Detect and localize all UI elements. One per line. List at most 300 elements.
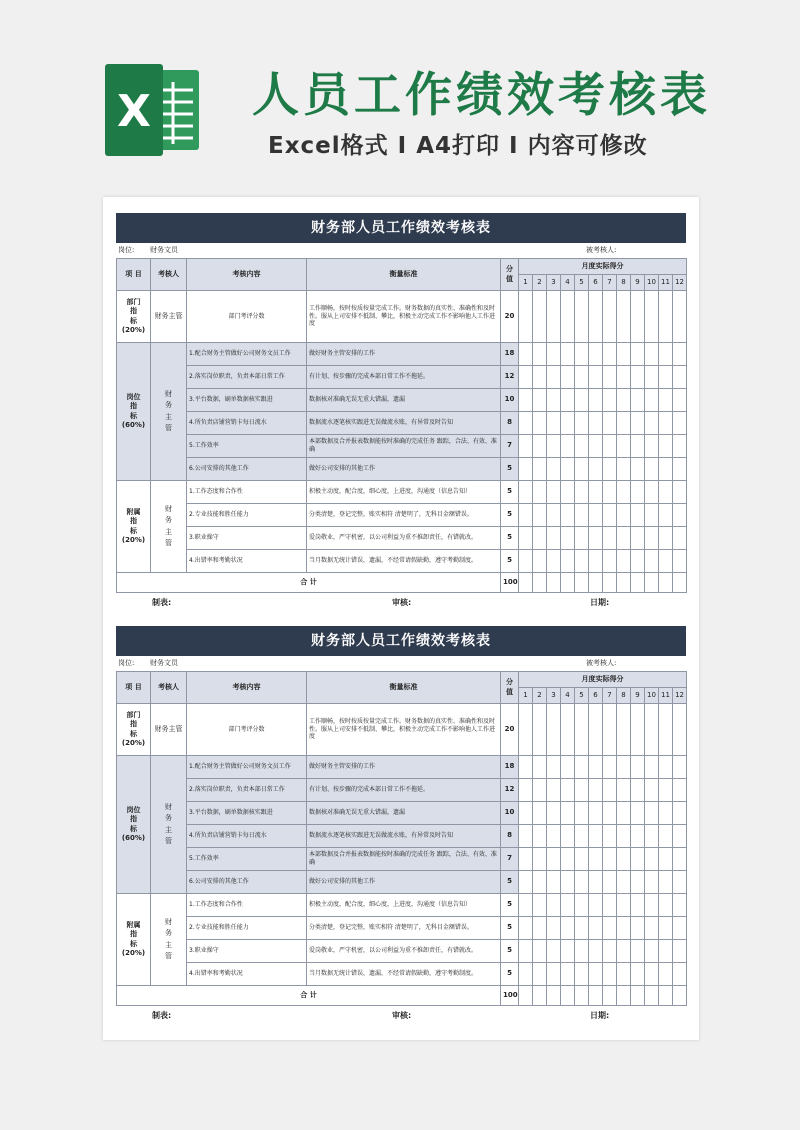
score-cell[interactable] bbox=[603, 848, 617, 871]
score-cell[interactable] bbox=[575, 550, 589, 573]
score-cell[interactable] bbox=[589, 917, 603, 940]
score-cell[interactable] bbox=[519, 963, 533, 986]
score-cell[interactable] bbox=[617, 825, 631, 848]
score-cell[interactable] bbox=[673, 412, 687, 435]
score-cell[interactable] bbox=[659, 366, 673, 389]
score-cell[interactable] bbox=[519, 458, 533, 481]
score-cell[interactable] bbox=[659, 389, 673, 412]
score-cell[interactable] bbox=[603, 779, 617, 802]
score-cell[interactable] bbox=[561, 940, 575, 963]
score-cell[interactable] bbox=[673, 940, 687, 963]
score-cell[interactable] bbox=[631, 917, 645, 940]
score-cell[interactable] bbox=[673, 366, 687, 389]
score-cell[interactable] bbox=[645, 389, 659, 412]
content-cell[interactable]: 5.工作效率 bbox=[187, 848, 307, 871]
score-cell[interactable] bbox=[603, 550, 617, 573]
score-cell[interactable] bbox=[645, 458, 659, 481]
score-cell[interactable] bbox=[603, 458, 617, 481]
score-cell[interactable] bbox=[547, 963, 561, 986]
score-cell[interactable] bbox=[533, 704, 547, 756]
score-cell[interactable] bbox=[519, 527, 533, 550]
score-cell[interactable] bbox=[673, 504, 687, 527]
score-cell[interactable] bbox=[561, 412, 575, 435]
score-cell[interactable] bbox=[603, 894, 617, 917]
score-cell[interactable] bbox=[659, 343, 673, 366]
score-cell[interactable] bbox=[533, 802, 547, 825]
standard-cell[interactable]: 爱岗敬业，严守机密，以公司利益为重不推卸责任，有错就改。 bbox=[307, 527, 501, 550]
total-cell[interactable] bbox=[617, 986, 631, 1006]
score-cell[interactable] bbox=[575, 802, 589, 825]
content-cell[interactable]: 6.公司安排的其他工作 bbox=[187, 871, 307, 894]
score-cell[interactable] bbox=[547, 527, 561, 550]
score-cell[interactable] bbox=[547, 458, 561, 481]
score-cell[interactable] bbox=[519, 389, 533, 412]
score-cell[interactable] bbox=[589, 366, 603, 389]
score-cell[interactable] bbox=[617, 704, 631, 756]
score-cell[interactable] bbox=[547, 704, 561, 756]
score-cell[interactable] bbox=[519, 481, 533, 504]
score-cell[interactable] bbox=[561, 550, 575, 573]
standard-cell[interactable]: 工作顺畅，按时按质按量完成工作。财务数据的真实性、准确性和及时性。服从上司安排不抵制、攀比，积极主动完成工作不影响他人工作进度 bbox=[307, 291, 501, 343]
score-cell[interactable] bbox=[645, 366, 659, 389]
score-cell[interactable] bbox=[561, 756, 575, 779]
score-cell[interactable] bbox=[645, 343, 659, 366]
score-cell[interactable] bbox=[645, 848, 659, 871]
score-cell[interactable] bbox=[659, 704, 673, 756]
score-cell[interactable] bbox=[575, 871, 589, 894]
score-cell[interactable] bbox=[561, 458, 575, 481]
standard-cell[interactable]: 数据核对准确无误无重大错漏，遗漏 bbox=[307, 389, 501, 412]
score-cell[interactable] bbox=[603, 366, 617, 389]
score-cell[interactable] bbox=[673, 963, 687, 986]
score-cell[interactable] bbox=[589, 412, 603, 435]
score-cell[interactable] bbox=[561, 481, 575, 504]
score-cell[interactable] bbox=[631, 940, 645, 963]
score-cell[interactable] bbox=[617, 779, 631, 802]
score-cell[interactable] bbox=[645, 871, 659, 894]
score-cell[interactable] bbox=[575, 848, 589, 871]
score-cell[interactable] bbox=[561, 963, 575, 986]
content-cell[interactable]: 3.职业操守 bbox=[187, 527, 307, 550]
score-cell[interactable] bbox=[519, 802, 533, 825]
total-cell[interactable] bbox=[631, 573, 645, 593]
score-cell[interactable] bbox=[589, 848, 603, 871]
score-cell[interactable] bbox=[645, 550, 659, 573]
score-cell[interactable] bbox=[659, 481, 673, 504]
score-cell[interactable] bbox=[603, 435, 617, 458]
total-cell[interactable] bbox=[519, 986, 533, 1006]
score-cell[interactable] bbox=[617, 458, 631, 481]
score-cell[interactable] bbox=[659, 527, 673, 550]
content-cell[interactable]: 部门考评分数 bbox=[187, 704, 307, 756]
score-cell[interactable] bbox=[589, 435, 603, 458]
content-cell[interactable]: 1.配合财务主管做好公司财务文员工作 bbox=[187, 343, 307, 366]
score-cell[interactable] bbox=[645, 527, 659, 550]
standard-cell[interactable]: 分类清楚，登记完整，账实相符 清楚明了，无科目金额错误。 bbox=[307, 504, 501, 527]
score-cell[interactable] bbox=[603, 343, 617, 366]
score-cell[interactable] bbox=[631, 504, 645, 527]
total-cell[interactable] bbox=[589, 986, 603, 1006]
score-cell[interactable] bbox=[673, 825, 687, 848]
standard-cell[interactable]: 本部数据及合并报表数据能按时准确的完成任务 跟踪，合法、有效、准确 bbox=[307, 435, 501, 458]
score-cell[interactable] bbox=[659, 894, 673, 917]
score-cell[interactable] bbox=[575, 917, 589, 940]
score-cell[interactable] bbox=[631, 412, 645, 435]
score-cell[interactable] bbox=[673, 291, 687, 343]
score-cell[interactable] bbox=[631, 779, 645, 802]
score-cell[interactable] bbox=[533, 458, 547, 481]
score-cell[interactable] bbox=[533, 435, 547, 458]
total-cell[interactable] bbox=[603, 573, 617, 593]
score-cell[interactable] bbox=[575, 389, 589, 412]
score-cell[interactable] bbox=[561, 435, 575, 458]
score-cell[interactable] bbox=[561, 779, 575, 802]
score-cell[interactable] bbox=[673, 848, 687, 871]
score-cell[interactable] bbox=[547, 412, 561, 435]
score-cell[interactable] bbox=[673, 802, 687, 825]
total-cell[interactable] bbox=[617, 573, 631, 593]
score-cell[interactable] bbox=[631, 458, 645, 481]
score-cell[interactable] bbox=[673, 756, 687, 779]
score-cell[interactable] bbox=[589, 779, 603, 802]
score-cell[interactable] bbox=[589, 756, 603, 779]
score-cell[interactable] bbox=[561, 291, 575, 343]
score-cell[interactable] bbox=[533, 779, 547, 802]
score-cell[interactable] bbox=[533, 894, 547, 917]
score-cell[interactable] bbox=[533, 291, 547, 343]
score-cell[interactable] bbox=[547, 366, 561, 389]
score-cell[interactable] bbox=[645, 481, 659, 504]
score-cell[interactable] bbox=[631, 871, 645, 894]
score-cell[interactable] bbox=[673, 917, 687, 940]
score-cell[interactable] bbox=[603, 527, 617, 550]
score-cell[interactable] bbox=[533, 940, 547, 963]
score-cell[interactable] bbox=[519, 550, 533, 573]
score-cell[interactable] bbox=[673, 871, 687, 894]
total-cell[interactable] bbox=[519, 573, 533, 593]
score-cell[interactable] bbox=[659, 848, 673, 871]
score-cell[interactable] bbox=[617, 894, 631, 917]
score-cell[interactable] bbox=[589, 704, 603, 756]
score-cell[interactable] bbox=[617, 481, 631, 504]
score-cell[interactable] bbox=[575, 527, 589, 550]
score-cell[interactable] bbox=[659, 802, 673, 825]
score-cell[interactable] bbox=[575, 291, 589, 343]
score-cell[interactable] bbox=[575, 504, 589, 527]
score-cell[interactable] bbox=[547, 291, 561, 343]
score-cell[interactable] bbox=[561, 366, 575, 389]
standard-cell[interactable]: 分类清楚，登记完整，账实相符 清楚明了，无科目金额错误。 bbox=[307, 917, 501, 940]
total-cell[interactable] bbox=[589, 573, 603, 593]
score-cell[interactable] bbox=[561, 802, 575, 825]
total-cell[interactable] bbox=[631, 986, 645, 1006]
score-cell[interactable] bbox=[631, 481, 645, 504]
score-cell[interactable] bbox=[533, 412, 547, 435]
score-cell[interactable] bbox=[659, 756, 673, 779]
total-cell[interactable] bbox=[533, 986, 547, 1006]
score-cell[interactable] bbox=[659, 458, 673, 481]
score-cell[interactable] bbox=[519, 291, 533, 343]
standard-cell[interactable]: 积极主动度，配合度，细心度，上进度，沟通度（信息告知） bbox=[307, 894, 501, 917]
score-cell[interactable] bbox=[519, 412, 533, 435]
content-cell[interactable]: 3.平台数据，刷单数据核实跟进 bbox=[187, 802, 307, 825]
score-cell[interactable] bbox=[533, 481, 547, 504]
score-cell[interactable] bbox=[589, 527, 603, 550]
content-cell[interactable]: 3.职业操守 bbox=[187, 940, 307, 963]
score-cell[interactable] bbox=[533, 871, 547, 894]
score-cell[interactable] bbox=[547, 894, 561, 917]
score-cell[interactable] bbox=[673, 550, 687, 573]
total-cell[interactable] bbox=[645, 986, 659, 1006]
score-cell[interactable] bbox=[603, 940, 617, 963]
score-cell[interactable] bbox=[631, 894, 645, 917]
standard-cell[interactable]: 爱岗敬业，严守机密，以公司利益为重不推卸责任，有错就改。 bbox=[307, 940, 501, 963]
score-cell[interactable] bbox=[645, 704, 659, 756]
score-cell[interactable] bbox=[519, 871, 533, 894]
total-cell[interactable] bbox=[673, 573, 687, 593]
score-cell[interactable] bbox=[519, 504, 533, 527]
score-cell[interactable] bbox=[631, 825, 645, 848]
score-cell[interactable] bbox=[575, 366, 589, 389]
score-cell[interactable] bbox=[603, 389, 617, 412]
score-cell[interactable] bbox=[617, 366, 631, 389]
score-cell[interactable] bbox=[603, 412, 617, 435]
score-cell[interactable] bbox=[617, 343, 631, 366]
score-cell[interactable] bbox=[603, 481, 617, 504]
score-cell[interactable] bbox=[659, 940, 673, 963]
score-cell[interactable] bbox=[589, 802, 603, 825]
content-cell[interactable]: 1.工作态度和合作性 bbox=[187, 481, 307, 504]
score-cell[interactable] bbox=[645, 779, 659, 802]
score-cell[interactable] bbox=[575, 756, 589, 779]
score-cell[interactable] bbox=[659, 963, 673, 986]
score-cell[interactable] bbox=[575, 963, 589, 986]
score-cell[interactable] bbox=[547, 825, 561, 848]
score-cell[interactable] bbox=[575, 481, 589, 504]
content-cell[interactable]: 2.落实岗位职责，负责本部日常工作 bbox=[187, 779, 307, 802]
score-cell[interactable] bbox=[561, 704, 575, 756]
score-cell[interactable] bbox=[547, 504, 561, 527]
standard-cell[interactable]: 当月数据无统计错误，遗漏，不经常请假缺勤，遵守考勤制度。 bbox=[307, 550, 501, 573]
score-cell[interactable] bbox=[673, 704, 687, 756]
total-cell[interactable] bbox=[547, 986, 561, 1006]
total-cell[interactable] bbox=[603, 986, 617, 1006]
score-cell[interactable] bbox=[631, 802, 645, 825]
score-cell[interactable] bbox=[603, 917, 617, 940]
score-cell[interactable] bbox=[673, 343, 687, 366]
score-cell[interactable] bbox=[617, 963, 631, 986]
score-cell[interactable] bbox=[519, 366, 533, 389]
score-cell[interactable] bbox=[603, 291, 617, 343]
score-cell[interactable] bbox=[533, 756, 547, 779]
score-cell[interactable] bbox=[659, 504, 673, 527]
score-cell[interactable] bbox=[547, 871, 561, 894]
score-cell[interactable] bbox=[645, 412, 659, 435]
score-cell[interactable] bbox=[519, 894, 533, 917]
score-cell[interactable] bbox=[519, 704, 533, 756]
score-cell[interactable] bbox=[645, 917, 659, 940]
score-cell[interactable] bbox=[617, 504, 631, 527]
score-cell[interactable] bbox=[659, 917, 673, 940]
score-cell[interactable] bbox=[547, 848, 561, 871]
score-cell[interactable] bbox=[547, 481, 561, 504]
score-cell[interactable] bbox=[617, 848, 631, 871]
score-cell[interactable] bbox=[575, 435, 589, 458]
score-cell[interactable] bbox=[575, 343, 589, 366]
score-cell[interactable] bbox=[575, 940, 589, 963]
total-cell[interactable] bbox=[547, 573, 561, 593]
total-cell[interactable] bbox=[645, 573, 659, 593]
standard-cell[interactable]: 本部数据及合并报表数据能按时准确的完成任务 跟踪，合法、有效、准确 bbox=[307, 848, 501, 871]
score-cell[interactable] bbox=[589, 389, 603, 412]
score-cell[interactable] bbox=[589, 481, 603, 504]
score-cell[interactable] bbox=[547, 435, 561, 458]
score-cell[interactable] bbox=[589, 871, 603, 894]
score-cell[interactable] bbox=[617, 527, 631, 550]
score-cell[interactable] bbox=[547, 802, 561, 825]
score-cell[interactable] bbox=[533, 389, 547, 412]
score-cell[interactable] bbox=[561, 917, 575, 940]
score-cell[interactable] bbox=[603, 704, 617, 756]
content-cell[interactable]: 4.所负责店铺营销卡每日流水 bbox=[187, 825, 307, 848]
score-cell[interactable] bbox=[617, 756, 631, 779]
score-cell[interactable] bbox=[673, 481, 687, 504]
score-cell[interactable] bbox=[547, 343, 561, 366]
total-cell[interactable] bbox=[659, 573, 673, 593]
score-cell[interactable] bbox=[519, 848, 533, 871]
score-cell[interactable] bbox=[659, 291, 673, 343]
score-cell[interactable] bbox=[519, 940, 533, 963]
total-cell[interactable] bbox=[575, 573, 589, 593]
content-cell[interactable]: 4.所负责店铺营销卡每日流水 bbox=[187, 412, 307, 435]
score-cell[interactable] bbox=[603, 963, 617, 986]
score-cell[interactable] bbox=[533, 504, 547, 527]
content-cell[interactable]: 2.专业技能和胜任能力 bbox=[187, 504, 307, 527]
score-cell[interactable] bbox=[533, 825, 547, 848]
score-cell[interactable] bbox=[659, 412, 673, 435]
score-cell[interactable] bbox=[617, 871, 631, 894]
score-cell[interactable] bbox=[589, 894, 603, 917]
score-cell[interactable] bbox=[631, 366, 645, 389]
content-cell[interactable]: 部门考评分数 bbox=[187, 291, 307, 343]
score-cell[interactable] bbox=[645, 756, 659, 779]
score-cell[interactable] bbox=[589, 825, 603, 848]
score-cell[interactable] bbox=[561, 504, 575, 527]
score-cell[interactable] bbox=[631, 291, 645, 343]
total-cell[interactable] bbox=[533, 573, 547, 593]
score-cell[interactable] bbox=[561, 848, 575, 871]
score-cell[interactable] bbox=[533, 963, 547, 986]
score-cell[interactable] bbox=[645, 802, 659, 825]
score-cell[interactable] bbox=[589, 550, 603, 573]
standard-cell[interactable]: 数据流水逐笔核实跟进无误做流水账，有异常及时告知 bbox=[307, 825, 501, 848]
standard-cell[interactable]: 当月数据无统计错误，遗漏，不经常请假缺勤，遵守考勤制度。 bbox=[307, 963, 501, 986]
score-cell[interactable] bbox=[519, 825, 533, 848]
content-cell[interactable]: 1.配合财务主管做好公司财务文员工作 bbox=[187, 756, 307, 779]
total-cell[interactable] bbox=[561, 573, 575, 593]
score-cell[interactable] bbox=[673, 779, 687, 802]
score-cell[interactable] bbox=[547, 917, 561, 940]
score-cell[interactable] bbox=[561, 894, 575, 917]
score-cell[interactable] bbox=[617, 940, 631, 963]
score-cell[interactable] bbox=[617, 917, 631, 940]
score-cell[interactable] bbox=[617, 435, 631, 458]
score-cell[interactable] bbox=[575, 894, 589, 917]
total-cell[interactable] bbox=[673, 986, 687, 1006]
score-cell[interactable] bbox=[631, 704, 645, 756]
standard-cell[interactable]: 数据流水逐笔核实跟进无误做流水账，有异常及时告知 bbox=[307, 412, 501, 435]
score-cell[interactable] bbox=[561, 871, 575, 894]
content-cell[interactable]: 4.出错率和考勤状况 bbox=[187, 550, 307, 573]
score-cell[interactable] bbox=[519, 343, 533, 366]
score-cell[interactable] bbox=[547, 779, 561, 802]
score-cell[interactable] bbox=[519, 917, 533, 940]
content-cell[interactable]: 1.工作态度和合作性 bbox=[187, 894, 307, 917]
score-cell[interactable] bbox=[617, 389, 631, 412]
score-cell[interactable] bbox=[673, 894, 687, 917]
score-cell[interactable] bbox=[645, 963, 659, 986]
score-cell[interactable] bbox=[603, 871, 617, 894]
score-cell[interactable] bbox=[659, 435, 673, 458]
score-cell[interactable] bbox=[645, 894, 659, 917]
score-cell[interactable] bbox=[645, 435, 659, 458]
score-cell[interactable] bbox=[575, 458, 589, 481]
score-cell[interactable] bbox=[673, 435, 687, 458]
score-cell[interactable] bbox=[547, 756, 561, 779]
score-cell[interactable] bbox=[673, 527, 687, 550]
score-cell[interactable] bbox=[575, 779, 589, 802]
score-cell[interactable] bbox=[589, 458, 603, 481]
score-cell[interactable] bbox=[589, 291, 603, 343]
score-cell[interactable] bbox=[631, 756, 645, 779]
score-cell[interactable] bbox=[659, 550, 673, 573]
score-cell[interactable] bbox=[645, 504, 659, 527]
score-cell[interactable] bbox=[533, 848, 547, 871]
score-cell[interactable] bbox=[645, 940, 659, 963]
score-cell[interactable] bbox=[631, 389, 645, 412]
score-cell[interactable] bbox=[589, 940, 603, 963]
score-cell[interactable] bbox=[533, 550, 547, 573]
score-cell[interactable] bbox=[561, 343, 575, 366]
score-cell[interactable] bbox=[561, 389, 575, 412]
score-cell[interactable] bbox=[617, 802, 631, 825]
score-cell[interactable] bbox=[589, 343, 603, 366]
standard-cell[interactable]: 有计划、按步骤的完成本部日常工作不拖延。 bbox=[307, 366, 501, 389]
score-cell[interactable] bbox=[603, 504, 617, 527]
score-cell[interactable] bbox=[617, 412, 631, 435]
score-cell[interactable] bbox=[617, 291, 631, 343]
score-cell[interactable] bbox=[659, 825, 673, 848]
score-cell[interactable] bbox=[589, 963, 603, 986]
standard-cell[interactable]: 积极主动度，配合度，细心度，上进度，沟通度（信息告知） bbox=[307, 481, 501, 504]
standard-cell[interactable]: 做好公司安排的其他工作 bbox=[307, 458, 501, 481]
score-cell[interactable] bbox=[603, 825, 617, 848]
score-cell[interactable] bbox=[645, 291, 659, 343]
score-cell[interactable] bbox=[659, 779, 673, 802]
score-cell[interactable] bbox=[547, 550, 561, 573]
score-cell[interactable] bbox=[603, 756, 617, 779]
score-cell[interactable] bbox=[673, 458, 687, 481]
score-cell[interactable] bbox=[519, 756, 533, 779]
score-cell[interactable] bbox=[603, 802, 617, 825]
score-cell[interactable] bbox=[631, 435, 645, 458]
content-cell[interactable]: 4.出错率和考勤状况 bbox=[187, 963, 307, 986]
score-cell[interactable] bbox=[575, 412, 589, 435]
score-cell[interactable] bbox=[659, 871, 673, 894]
score-cell[interactable] bbox=[631, 848, 645, 871]
standard-cell[interactable]: 有计划、按步骤的完成本部日常工作不拖延。 bbox=[307, 779, 501, 802]
content-cell[interactable]: 2.落实岗位职责，负责本部日常工作 bbox=[187, 366, 307, 389]
